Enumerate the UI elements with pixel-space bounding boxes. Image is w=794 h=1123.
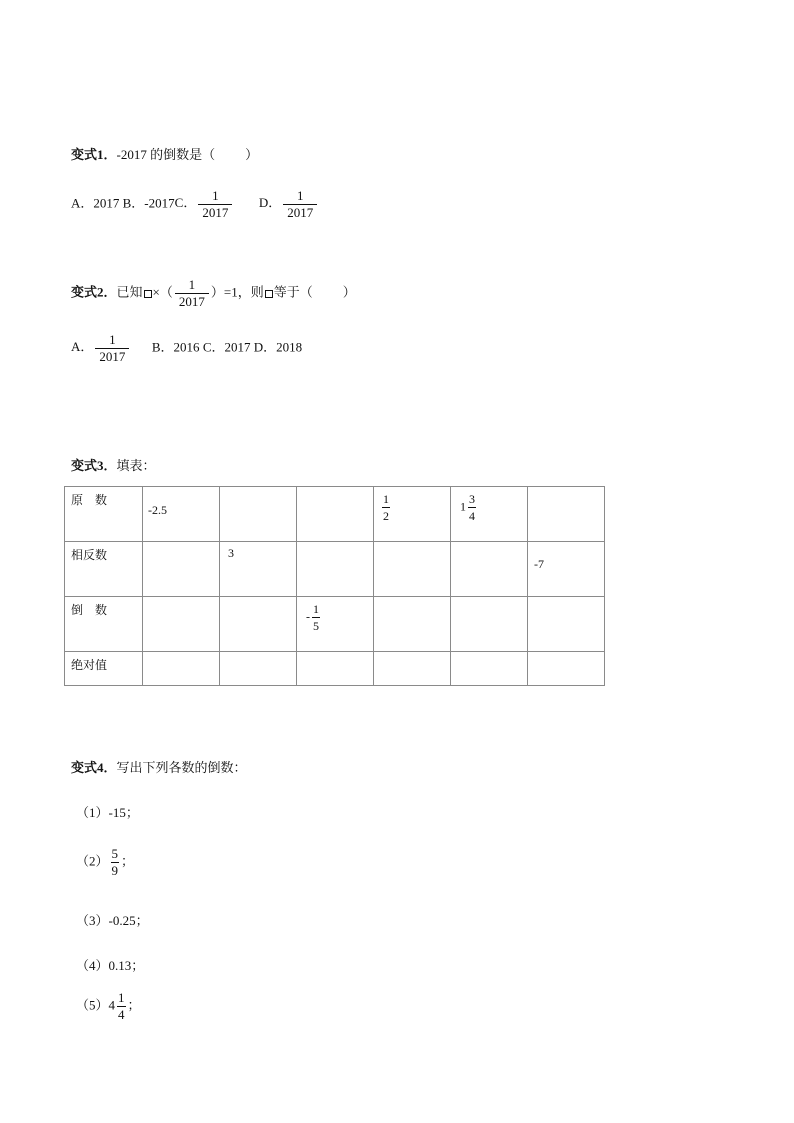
table-cell <box>451 542 528 597</box>
fraction: $\frac{1}{2017}$ <box>198 188 232 221</box>
row-header-absolute: 绝对值 <box>65 652 143 686</box>
fraction: $\frac{1}{2017}$ <box>95 332 129 365</box>
table-cell <box>297 542 374 597</box>
list-item: （4）0.13； <box>76 958 145 973</box>
blank-box-icon <box>144 290 152 298</box>
table-cell: -2.5 <box>143 487 220 542</box>
table-cell <box>374 487 451 542</box>
question-1-stem: 变式1．-2017 的倒数是（ ） <box>71 147 259 162</box>
question-4-label: 变式4． <box>71 760 117 775</box>
table-cell: 3 <box>220 542 297 597</box>
fraction: $\frac{5}{9}$ <box>111 846 119 878</box>
table-cell: -7 <box>528 542 605 597</box>
blank-box-icon <box>265 290 273 298</box>
question-1-options <box>71 188 319 221</box>
fraction: $\frac{1}{5}$ <box>313 602 319 633</box>
table-cell <box>528 652 605 686</box>
option-a: A．2017 <box>71 195 120 211</box>
table-row <box>65 597 605 652</box>
option-c: C．2017 <box>202 339 251 355</box>
fraction: $\frac{1}{2017}$ <box>175 277 209 310</box>
row-header-reciprocal: 倒 数 <box>65 597 143 652</box>
table-cell <box>374 652 451 686</box>
table-cell: 1 $\frac{3}{4}$ <box>451 487 528 542</box>
list-item: （5）4 $\frac{1}{4}$ ； <box>76 990 141 1022</box>
question-3-label: 变式3． <box>71 458 117 473</box>
list-item: （3）-0.25； <box>76 913 149 928</box>
question-2-options <box>71 332 302 365</box>
option-b: B．-2017 <box>122 195 175 211</box>
table-cell <box>143 542 220 597</box>
table-cell <box>143 652 220 686</box>
table-cell <box>451 597 528 652</box>
table-cell <box>220 597 297 652</box>
option-d: D． $\frac{1}{2017}$ <box>259 195 319 210</box>
option-b: B．2016 <box>151 339 200 355</box>
table-cell <box>374 542 451 597</box>
fraction: $\frac{1}{2}$ <box>383 492 389 523</box>
fraction: $\frac{1}{2017}$ <box>283 188 317 221</box>
table-cell <box>528 597 605 652</box>
table-row <box>65 542 605 597</box>
table-cell <box>451 652 528 686</box>
question-1-text: -2017 的倒数是（ <box>116 147 216 162</box>
fraction: $\frac{3}{4}$ <box>469 492 475 523</box>
fraction: $\frac{1}{4}$ <box>118 990 125 1022</box>
row-header-original: 原 数 <box>65 487 143 542</box>
table-cell <box>528 487 605 542</box>
table-cell <box>374 597 451 652</box>
option-c: C． $\frac{1}{2017}$ <box>175 195 235 210</box>
question-4-stem: 变式4．写出下列各数的倒数： <box>71 760 247 775</box>
table-row <box>65 487 605 542</box>
table-cell <box>143 597 220 652</box>
table-cell <box>220 487 297 542</box>
option-d: D．2018 <box>253 339 303 355</box>
question-2-label: 变式2． <box>71 284 117 300</box>
table-cell <box>297 487 374 542</box>
table-cell <box>297 652 374 686</box>
row-header-opposite: 相反数 <box>65 542 143 597</box>
table-cell: - $\frac{1}{5}$ <box>297 597 374 652</box>
list-item: （2） $\frac{5}{9}$ ； <box>76 846 135 878</box>
question-1-label: 变式1． <box>71 147 117 162</box>
list-item: （1）-15； <box>76 805 139 820</box>
question-3-stem: 变式3．填表： <box>71 458 156 473</box>
table-cell <box>220 652 297 686</box>
question-2-stem: 变式2．已知 ×（ $\frac{1}{2017}$ ）=1，则 等于（ ） <box>71 277 356 309</box>
option-a: A． $\frac{1}{2017}$ <box>71 339 131 354</box>
table-row <box>65 652 605 686</box>
number-table <box>64 486 605 686</box>
